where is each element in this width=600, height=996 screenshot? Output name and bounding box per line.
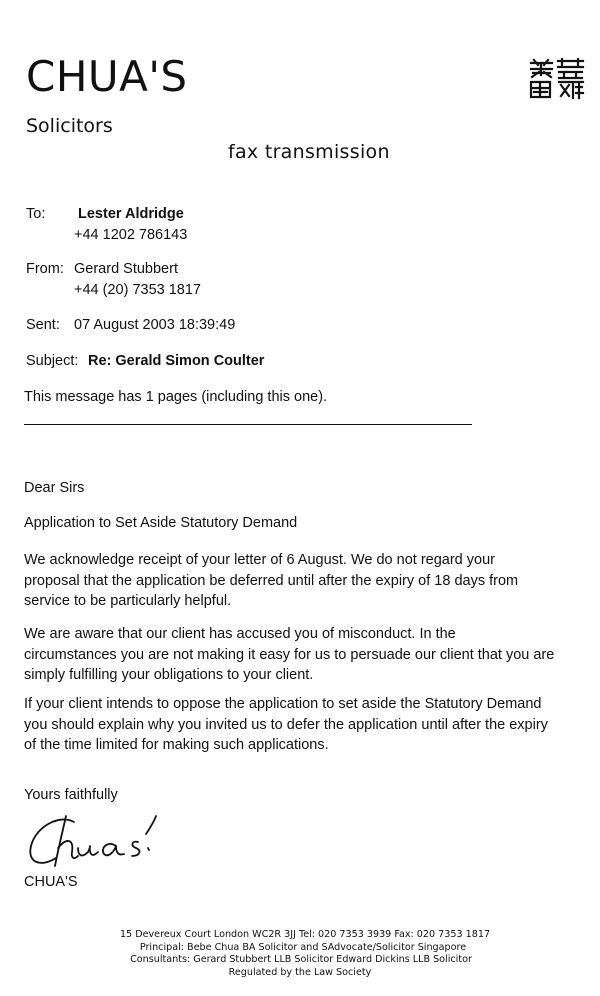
recipient-fax: +44 1202 786143 xyxy=(74,227,188,243)
subject-label: Subject: xyxy=(26,353,79,369)
sender-fax: +44 (20) 7353 1817 xyxy=(74,282,201,298)
recipient-name: Lester Aldridge xyxy=(78,206,184,222)
body-paragraph-1 xyxy=(24,550,584,612)
signatory-name: CHUA'S xyxy=(24,874,78,890)
paragraph-line: proposal that the application be deferred until after the expiry of 18 days from xyxy=(24,572,519,589)
paragraph-line: you should explain why you invited us to defer the application until after the expiry xyxy=(24,716,548,733)
handwritten-signature-icon xyxy=(22,808,212,878)
paragraph-line: We acknowledge receipt of your letter of 6 August. We do not regard your xyxy=(24,552,495,568)
footer-address: 15 Devereux Court London WC2R 3JJ Tel: 020 7353 3939 Fax: 020 7353 1817 xyxy=(119,929,491,940)
closing: Yours faithfully xyxy=(24,787,118,803)
paragraph-line: service to be particularly helpful. xyxy=(24,593,232,609)
document-type-title: fax transmission xyxy=(228,141,390,163)
firm-name: CHUA'S xyxy=(26,52,188,101)
paragraph-line: We are aware that our client has accused you of misconduct. In the xyxy=(24,626,456,642)
body-paragraph-3 xyxy=(24,694,584,756)
paragraph-line: simply fulfilling your obligations to your client. xyxy=(24,667,314,683)
body-paragraph-2 xyxy=(24,624,584,686)
sent-label: Sent: xyxy=(26,317,60,333)
page-count-note: This message has 1 pages (including this one). xyxy=(24,389,328,405)
salutation: Dear Sirs xyxy=(24,480,85,496)
from-label: From: xyxy=(26,261,64,277)
sent-timestamp: 07 August 2003 18:39:49 xyxy=(74,317,236,333)
paragraph-line: circumstances you are not making it easy for us to persuade our client that you are xyxy=(24,646,555,663)
separator-rule xyxy=(24,424,472,425)
subject-value: Re: Gerald Simon Coulter xyxy=(88,353,265,369)
paragraph-line: If your client intends to oppose the application to set aside the Statutory Demand xyxy=(24,696,542,712)
footer-consultants: Consultants: Gerard Stubbert LLB Solicitor Edward Dickins LLB Solicitor xyxy=(130,954,472,965)
footer-regulator: Regulated by the Law Society xyxy=(228,966,372,978)
sender-name: Gerard Stubbert xyxy=(74,261,178,277)
letter-heading: Application to Set Aside Statutory Demand xyxy=(24,515,298,531)
chinese-seal-logo-icon xyxy=(528,58,586,100)
firm-tagline: Solicitors xyxy=(26,115,113,137)
footer-principal: Principal: Bebe Chua BA Solicitor and SAdvocate/Solicitor Singapore xyxy=(139,941,467,953)
to-label: To: xyxy=(26,206,46,222)
footer xyxy=(0,929,600,979)
paragraph-line: of the time limited for making such applications. xyxy=(24,737,329,753)
